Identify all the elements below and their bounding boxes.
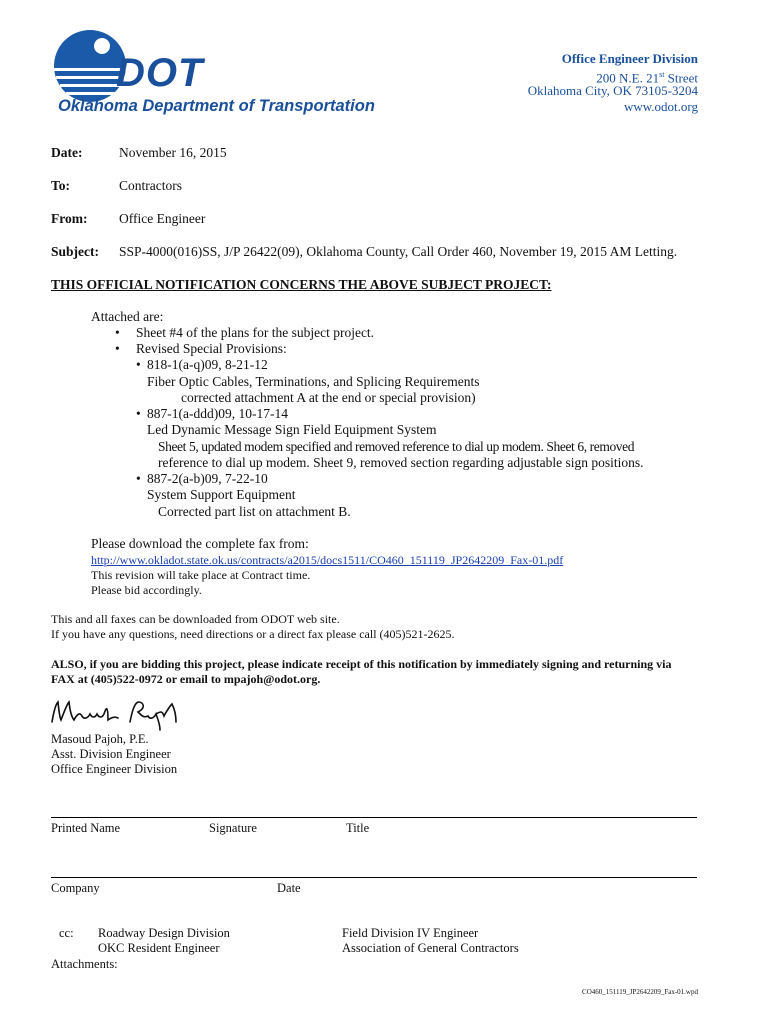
company-label: Company [51, 881, 100, 895]
sp2-note1: Sheet 5, updated modem specified and removed reference to dial up modem. Sheet 6, removed [158, 439, 635, 454]
sub-bullet: • [136, 406, 141, 421]
cc-label: cc: [59, 926, 74, 940]
item-sheet: Sheet #4 of the plans for the subject project. [136, 325, 375, 340]
sub-bullet: • [136, 357, 141, 372]
form-line-2[interactable] [51, 877, 697, 878]
sp2-code: 887-1(a-ddd)09, 10-17-14 [147, 406, 288, 421]
also-line-1: ALSO, if you are bidding this project, please indicate receipt of this notification by immediately signing and returning via [51, 657, 672, 671]
date-label: Date: [51, 145, 83, 160]
sp3-title: System Support Equipment [147, 487, 296, 502]
subject-label: Subject: [51, 244, 99, 259]
date-value: November 16, 2015 [119, 145, 227, 160]
signer-title: Asst. Division Engineer [51, 747, 171, 761]
subject-value: SSP-4000(016)SS, J/P 26422(09), Oklahoma County, Call Order 460, November 19, 2015 AM Letting. [119, 244, 678, 259]
faxes-note: This and all faxes can be downloaded from ODOT web site. [51, 612, 340, 626]
sp3-code: 887-2(a-b)09, 7-22-10 [147, 471, 268, 486]
revision-note: This revision will take place at Contract time. [91, 568, 311, 582]
item-revised: Revised Special Provisions: [136, 341, 287, 356]
handwritten-signature [48, 694, 198, 734]
sp3-note: Corrected part list on attachment B. [158, 504, 351, 519]
odot-logo [50, 28, 380, 120]
cc-right-1: Field Division IV Engineer [342, 926, 479, 940]
download-link[interactable]: http://www.okladot.state.ok.us/contracts/a2015/docs1511/CO460_151119_JP2642209_Fax-01.pdf [91, 553, 564, 567]
agency-name: Oklahoma Department of Transportation [58, 97, 375, 115]
to-value: Contractors [119, 178, 182, 193]
from-value: Office Engineer [119, 211, 206, 226]
bid-note: Please bid accordingly. [91, 583, 202, 597]
sp1-note: corrected attachment A at the end or special provision) [181, 390, 476, 405]
notice-heading: THIS OFFICIAL NOTIFICATION CONCERNS THE ABOVE SUBJECT PROJECT: [51, 277, 552, 292]
date-field-label: Date [277, 881, 301, 895]
street-address: 200 N.E. 21st Street [596, 70, 698, 86]
sp2-note2: reference to dial up modem. Sheet 9, removed section regarding adjustable sign positions. [158, 455, 644, 470]
signer-division: Office Engineer Division [51, 762, 178, 776]
to-label: To: [51, 178, 71, 193]
form-line-1[interactable] [51, 817, 697, 818]
cc-left-1: Roadway Design Division [98, 926, 230, 940]
bullet: • [115, 325, 120, 340]
from-label: From: [51, 211, 88, 226]
sub-bullet: • [136, 471, 141, 486]
printed-name-label: Printed Name [51, 821, 121, 835]
attachments-label: Attachments: [51, 957, 118, 971]
footer-filename: CO460_151119_JP2642209_Fax-01.wpd [582, 988, 698, 996]
city-address: Oklahoma City, OK 73105-3204 [527, 83, 698, 98]
cc-right-2: Association of General Contractors [342, 941, 519, 955]
title-label: Title [346, 821, 370, 835]
logo-wordmark: DOT [116, 51, 204, 95]
sp1-title: Fiber Optic Cables, Terminations, and Splicing Requirements [147, 374, 480, 389]
sp1-code: 818-1(a-q)09, 8-21-12 [147, 357, 268, 372]
questions-note: If you have any questions, need directions or a direct fax please call (405)521-2625. [51, 627, 455, 641]
signer-name: Masoud Pajoh, P.E. [51, 732, 149, 746]
also-line-2: FAX at (405)522-0972 or email to mpajoh@odot.org. [51, 672, 321, 686]
bullet: • [115, 341, 120, 356]
download-text: Please download the complete fax from: [91, 536, 309, 551]
cc-left-2: OKC Resident Engineer [98, 941, 220, 955]
attached-are: Attached are: [91, 309, 164, 324]
division-name: Office Engineer Division [561, 51, 698, 66]
website-link[interactable]: www.odot.org [623, 99, 698, 114]
sp2-title: Led Dynamic Message Sign Field Equipment System [147, 422, 437, 437]
signature-label: Signature [209, 821, 257, 835]
